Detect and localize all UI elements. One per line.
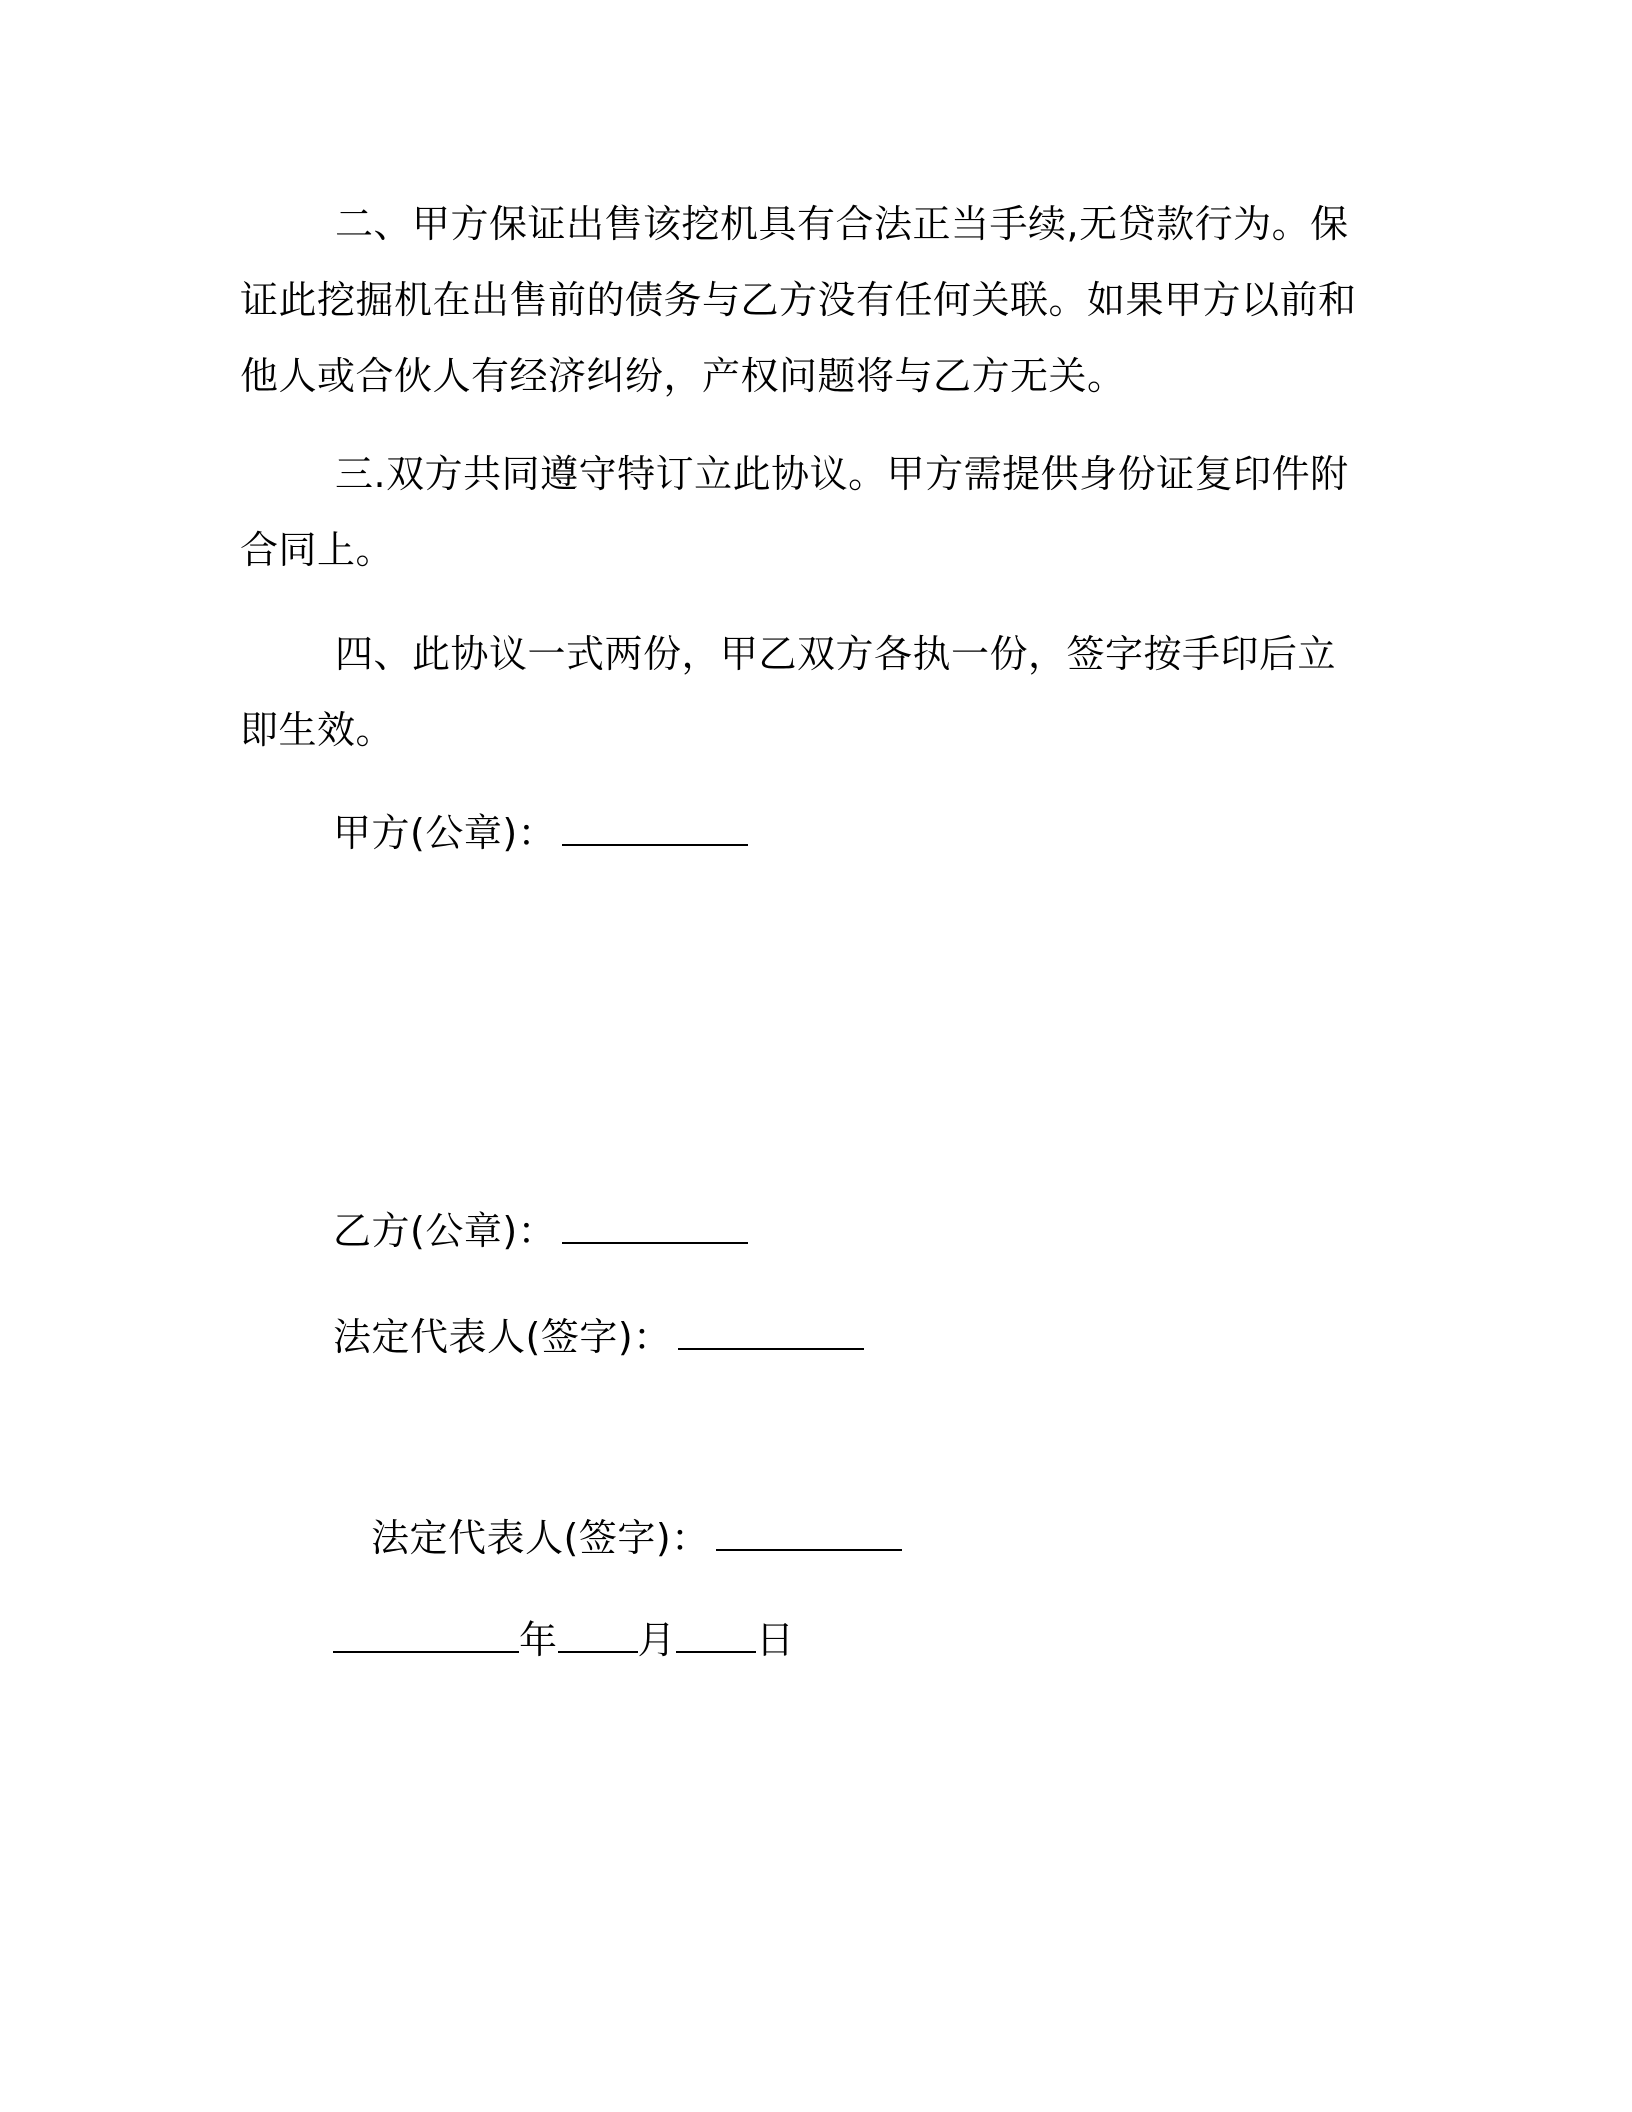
clause-four-paragraph: 四、此协议一式两份，甲乙双方各执一份，签字按手印后立即生效。 xyxy=(240,632,1337,752)
party-b-label: 乙方(公章)： xyxy=(333,1209,557,1253)
legal-rep-blank-2[interactable] xyxy=(716,1519,902,1551)
party-b-signature-line xyxy=(333,1206,748,1256)
day-blank[interactable] xyxy=(676,1621,756,1653)
year-word: 年 xyxy=(519,1618,558,1662)
party-a-label: 甲方(公章)： xyxy=(333,811,557,855)
month-word: 月 xyxy=(637,1618,677,1662)
party-a-blank[interactable] xyxy=(562,814,748,846)
legal-rep-signature-line-1 xyxy=(333,1312,864,1362)
legal-rep-blank-1[interactable] xyxy=(678,1318,864,1350)
day-word: 日 xyxy=(756,1618,795,1662)
year-blank[interactable] xyxy=(333,1621,519,1653)
legal-rep-label-2: 法定代表人(签字)： xyxy=(371,1516,710,1560)
date-line xyxy=(333,1615,795,1665)
clause-three-paragraph: 三.双方共同遵守特订立此协议。甲方需提供身份证复印件附合同上。 xyxy=(240,452,1349,572)
party-a-signature-line xyxy=(333,808,748,858)
legal-rep-label-1: 法定代表人(签字)： xyxy=(333,1315,672,1359)
clause-two-paragraph: 二、甲方保证出售该挖机具有合法正当手续,无贷款行为。保证此挖掘机在出售前的债务与乙方没有任何关联。如果甲方以前和他人或合伙人有经济纠纷，产权问题将与乙方无关。 xyxy=(240,202,1357,398)
legal-rep-signature-line-2 xyxy=(371,1513,902,1563)
month-blank[interactable] xyxy=(558,1621,638,1653)
party-b-blank[interactable] xyxy=(562,1212,748,1244)
